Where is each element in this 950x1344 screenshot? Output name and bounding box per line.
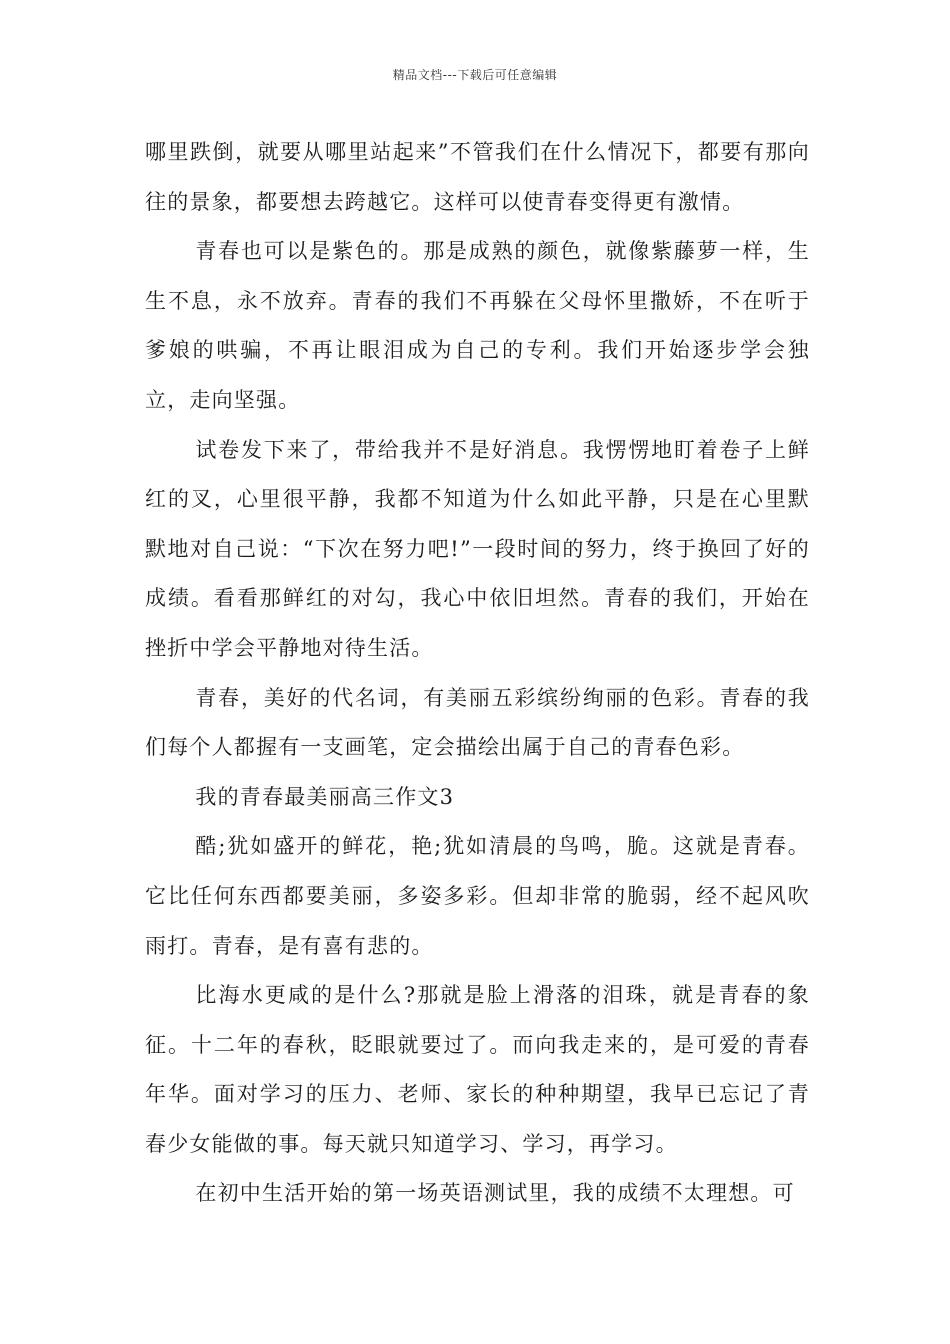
paragraph-4: 青春，美好的代名词，有美丽五彩缤纷绚丽的色彩。青春的我们每个人都握有一支画笔，定会描绘出属于自己的青春色彩。 <box>145 685 810 760</box>
paragraph-6: 比海水更咸的是什么?那就是脸上滑落的泪珠，就是青春的象征。十二年的春秋，眨眼就要过了。而向我走来的，是可爱的青春年华。面对学习的压力、老师、家长的种种期望，我早已忘记了青春少女能做的事。每天就只知道学习、学习，再学习。 <box>145 983 810 1156</box>
paragraph-1: 哪里跌倒，就要从哪里站起来”不管我们在什么情况下，都要有那向往的景象，都要想去跨越它。这样可以使青春变得更有激情。 <box>145 140 810 214</box>
paragraph-5: 酷;犹如盛开的鲜花，艳;犹如清晨的鸟鸣，脆。这就是青春。它比任何东西都要美丽，多姿多彩。但却非常的脆弱，经不起风吹雨打。青春，是有喜有悲的。 <box>145 834 810 958</box>
paragraph-3: 试卷发下来了，带给我并不是好消息。我愣愣地盯着卷子上鲜红的叉，心里很平静，我都不知道为什么如此平静，只是在心里默默地对自己说：“下次在努力吧!”一段时间的努力，终于换回了好的成绩。看看那鲜红的对勾，我心中依旧坦然。青春的我们，开始在挫折中学会平静地对待生活。 <box>145 437 810 660</box>
paragraph-7: 在初中生活开始的第一场英语测试里，我的成绩不太理想。可 <box>195 1181 795 1206</box>
section-title: 我的青春最美丽高三作文3 <box>195 784 455 809</box>
paragraph-2: 青春也可以是紫色的。那是成熟的颜色，就像紫藤萝一样，生生不息，永不放弃。青春的我们不再躲在父母怀里撒娇，不在听于爹娘的哄骗，不再让眼泪成为自己的专利。我们开始逐步学会独立，走向坚强。 <box>145 239 810 412</box>
document-body <box>145 128 810 1219</box>
page-header: 精品文档---下载后可任意编辑 <box>392 68 558 82</box>
